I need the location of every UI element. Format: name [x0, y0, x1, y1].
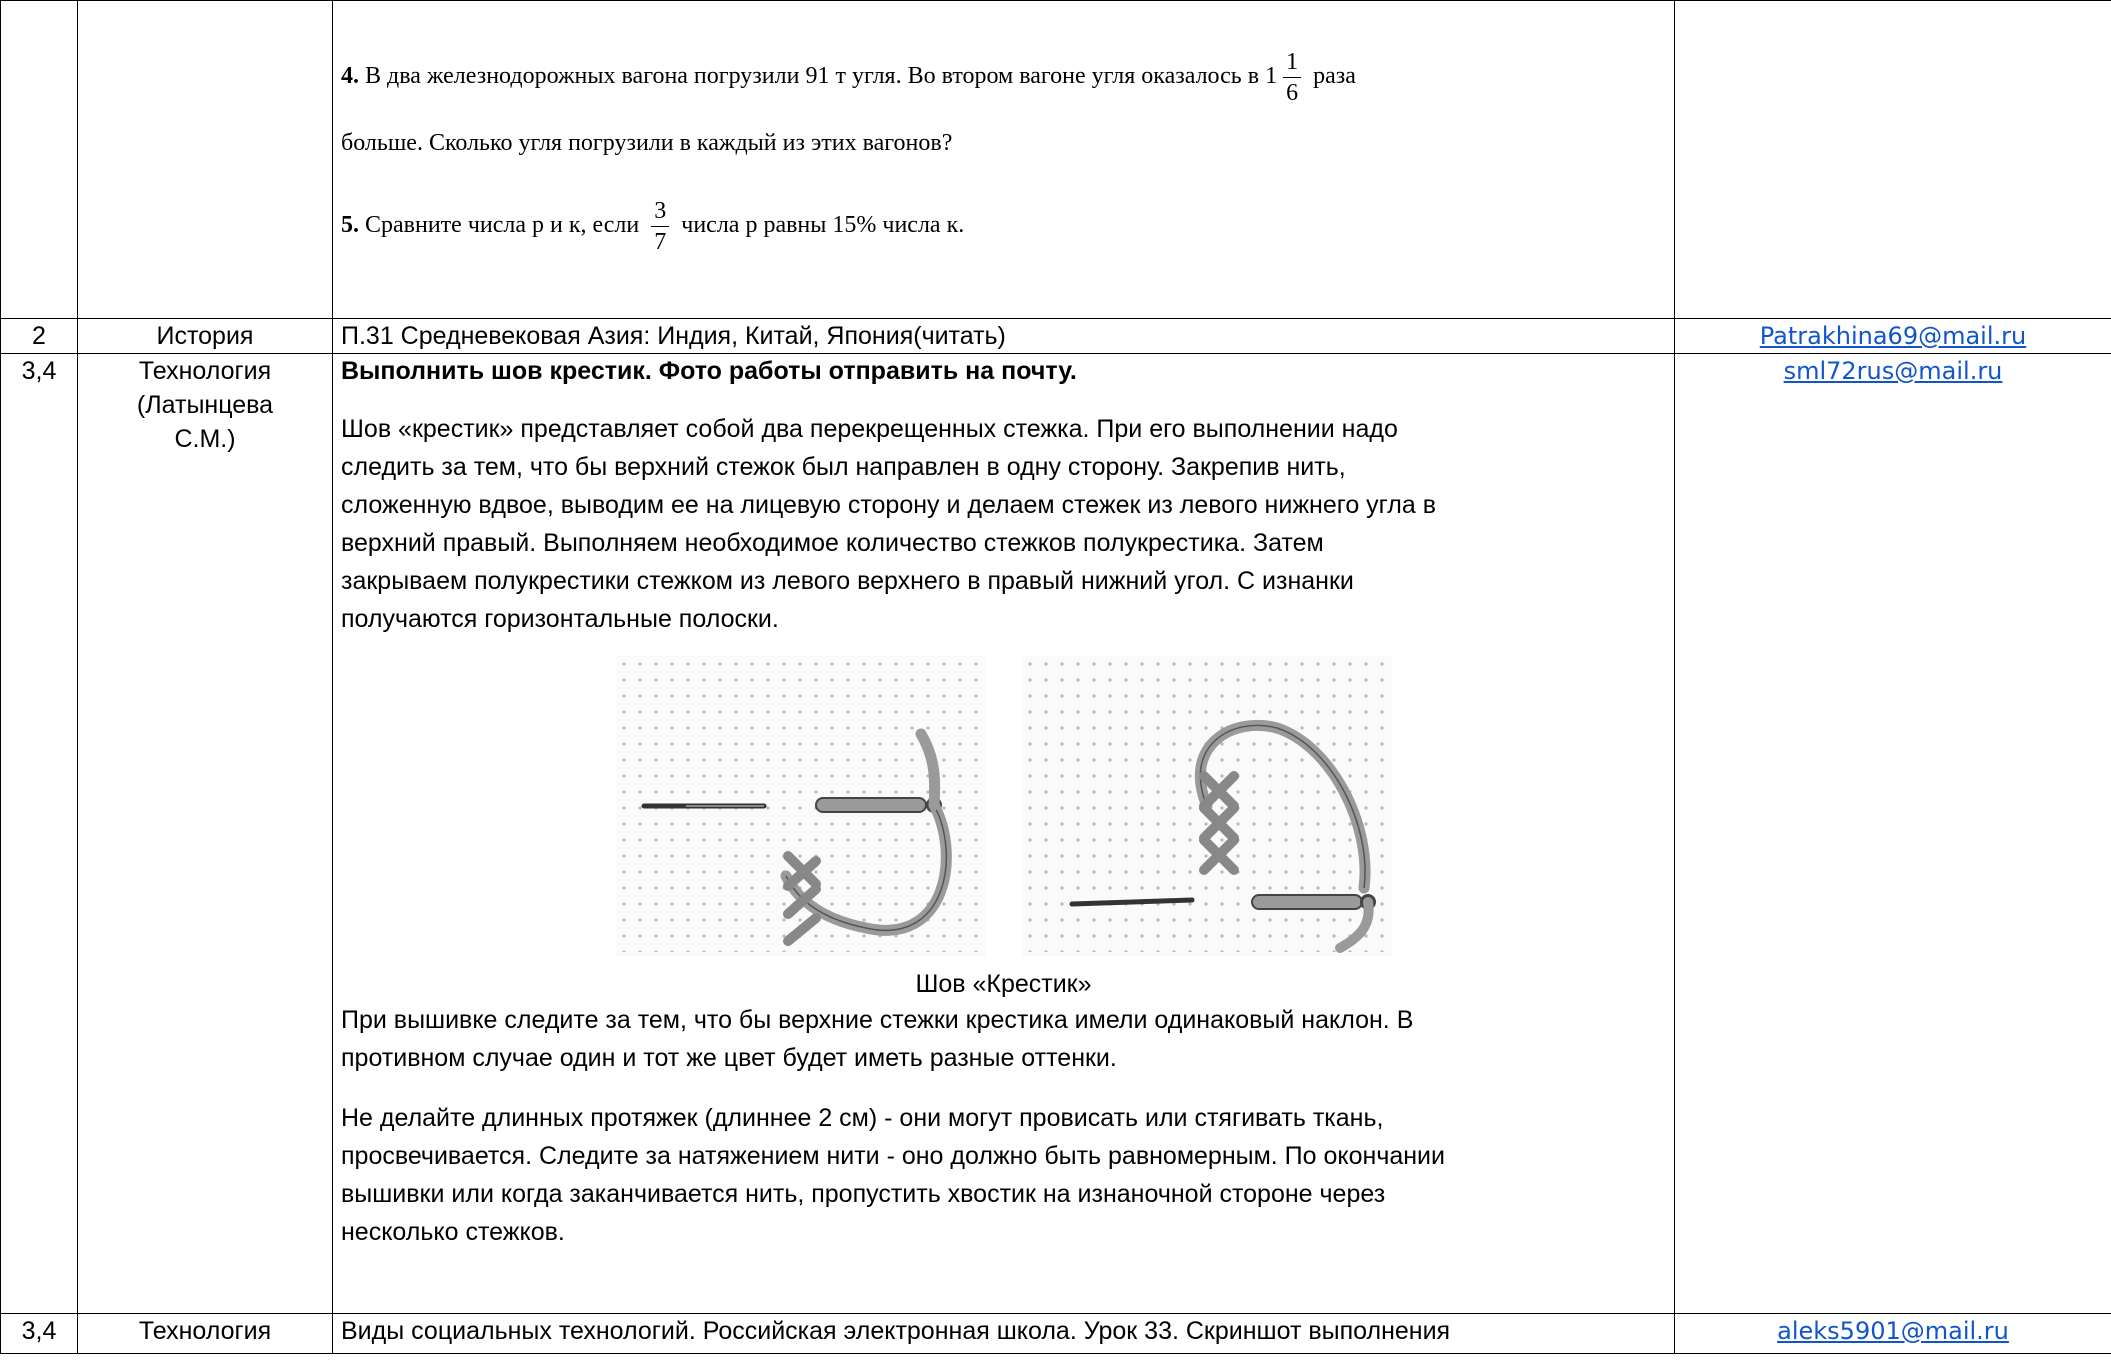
task-cell [333, 1314, 1675, 1354]
contact-cell [1675, 354, 2111, 1314]
email-link[interactable]: sml72rus@mail.ru [1783, 357, 2003, 385]
table-row [1, 354, 2111, 1314]
table-row [1, 1, 2111, 319]
fraction-1-6: $\frac{1}{6}$ [1283, 47, 1301, 108]
task-5: 5. Сравните числа р и к, если $\frac{3}{7}$ числа р равны 15% числа к. [341, 198, 965, 255]
paragraph-1: Шов «крестик» представляет собой два перекрещенных стежка. При его выполнении надо следить за тем, что бы верхний стежок был направлен в одну сторону. Закрепив нить, сложенную вдвое, выводим ее на лицевую сторону и делаем стежек из левого нижнего угла в верхний правый. Выполняем необходимое количество стежков полукрестика. Затем закрываем полукрестики стежком из левого верхнего в правый нижний угол. С изнанки получаются горизонтальные полоски. [341, 415, 1436, 633]
table-row [1, 1314, 2111, 1354]
task-cell [333, 354, 1675, 1314]
task-4: 4. В два железнодорожных вагона погрузили 91 т угля. Во втором вагоне угля оказалось в 1 $\frac{1}{6}$ раза [341, 49, 1356, 106]
row-number: 3,4 [1, 1314, 78, 1354]
subject-name: Технология (Латынцева С.М.) [78, 354, 333, 1314]
contact-cell [1675, 1314, 2111, 1354]
contact-cell [1675, 319, 2111, 354]
stitch-figure [341, 638, 1666, 965]
row-number: 3,4 [1, 354, 78, 1314]
task-text: Виды социальных технологий. Российская электронная школа. Урок 33. Скриншот выполнения [341, 1317, 1451, 1345]
row-number: 2 [1, 319, 78, 354]
task-cell: 4. В два железнодорожных вагона погрузили 91 т угля. Во втором вагоне угля оказалось в 1 $\frac{1}{6}$ раза больше. Сколько угля погрузили в каждый из этих вагонов? 5. Сравните числа р и к, если $\frac{3}{7}$ числа р равны 15% числа к. [333, 1, 1675, 319]
subject-name: Технология [78, 1314, 333, 1354]
task-text: П.31 Средневековая Азия: Индия, Китай, Япония(читать) [341, 322, 1006, 350]
task-heading: Выполнить шов крестик. Фото работы отправить на почту. [341, 357, 1077, 385]
num-cell [1, 1, 78, 319]
task-cell [333, 319, 1675, 354]
fraction-3-7: $\frac{3}{7}$ [651, 196, 669, 257]
figure-caption: Шов «Крестик» [915, 970, 1092, 998]
cross-stitch-illustration-left [616, 656, 986, 956]
email-link[interactable]: aleks5901@mail.ru [1777, 1317, 2009, 1345]
contact-cell [1675, 1, 2111, 319]
paragraph-3: Не делайте длинных протяжек (длиннее 2 см) - они могут провисать или стягивать ткань, просвечивается. Следите за натяжением нити - оно должно быть равномерным. По окончании вышивки или когда заканчивается нить, пропустить хвостик на изнаночной стороне через несколько стежков. [341, 1104, 1445, 1246]
subject-name: История [78, 319, 333, 354]
paragraph-2: При вышивке следите за тем, что бы верхние стежки крестика имели одинаковый наклон. В противном случае один и тот же цвет будет иметь разные оттенки. [341, 1006, 1414, 1072]
table-row [1, 319, 2111, 354]
subject-cell [78, 1, 333, 319]
cross-stitch-illustration-right [1022, 656, 1392, 956]
email-link[interactable]: Patrakhina69@mail.ru [1759, 322, 2027, 350]
